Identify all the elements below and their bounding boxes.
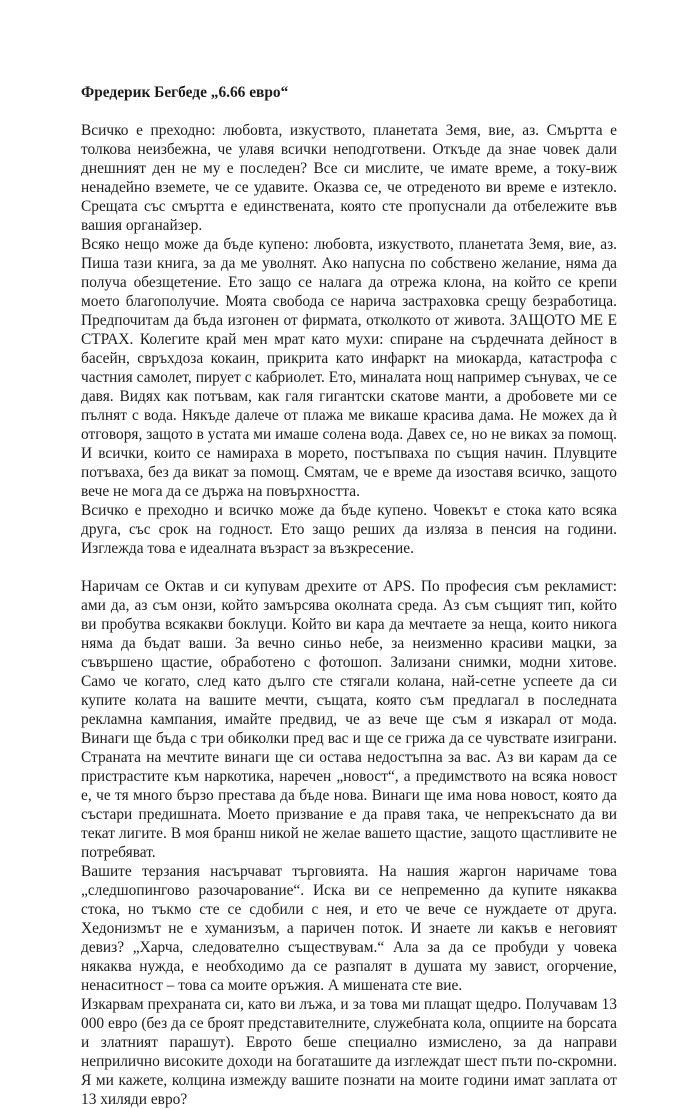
paragraph-2: Всяко нещо може да бъде купено: любовта, изкуството, планетата Земя, вие, аз. Пиша тази книга, за да ме уволнят. Ако напусна по собствено желание, няма да получа обезщетение. Ето защо се налага да отрежа клона, на който се крепи моето благополучие. Моята свобода се нарича застраховка срещу безработица. Предпочитам да бъда изгонен от фирмата, отколкото от живота. ЗАЩОТО МЕ Е СТРАХ. Колегите край мен мрат като мухи: спиране на сърдечната дейност в басейн, свръхдоза кокаин, прикрита като инфаркт на миокарда, катастрофа с частния самолет, пирует с кабриолет. Ето, миналата нощ например сънувах, че се давя. Видях как потъвам, как галя гигантски скатове манти, а дробовете ми се пълнят с вода. Някъде далече от плажа ме викаше красива дама. Не можех да ѝ отговоря, защото в устата ми имаше солена вода. Давех се, но не виках за помощ. И всички, които се намираха в морето, постъпваха по същия начин. Плувците потъваха, без да викат за помощ. Смятам, че е време да изоставя всичко, защото вече не мога да се държа на повърхността. xyxy=(81,236,617,500)
paragraph-5: Вашите терзания насърчават търговията. На нашия жаргон наричаме това „следшопингово разочарование“. Искa ви се непременно да купите някаква стока, но тъкмо сте се сдобили с нея, и ето че вече се нуждаете от друга. Хедонизмът не е хуманизъм, а паричен поток. И знаете ли какъв е неговият девиз? „Харча, следователно съществувам.“ Ала за да се пробуди у човека някаква нужда, е необходимо да се разпалят в душата му завист, огорчение, ненаситност – това са моите оръжия. А мишената сте вие. xyxy=(81,863,617,994)
document-body xyxy=(81,83,617,1109)
paragraph-4: Наричам се Октав и си купувам дрехите от APS. По професия съм рекламист: ами да, аз съм онзи, който замърсява околната среда. Аз съм същият тип, който ви пробутва всякакви боклуци. Който ви кара да мечтаете за неща, които никога няма да бъдат ваши. За вечно синьо небе, за неизменно красиви мацки, за съвършено щастие, обработено с фотошоп. Зализани снимки, модни хитове. Само че когато, след като дълго сте стягали колана, най-сетне успеете да си купите колата на вашите мечти, същата, която съм предлагал в последната рекламна кампания, имайте предвид, че аз вече ще съм я изкарал от мода. Винаги ще бъда с три обиколки пред вас и ще се грижа да се чувствате изиграни. Страната на мечтите винаги ще си остава недостъпна за вас. Аз ви карам да се пристрастите към наркотика, наречен „новост“, а предимството на всяка новост е, че тя много бързо престава да бъде нова. Винаги ще има нова новост, която да състари предишната. Моето призвание е да правя така, че непрекъснато да ви текат лигите. В моя бранш никой не желае вашето щастие, защото щастливите не потребяват. xyxy=(81,578,617,861)
spacer xyxy=(81,558,617,577)
spacer xyxy=(81,102,617,121)
document-title: Фредерик Бегбеде „6.66 евро“ xyxy=(81,84,289,101)
paragraph-3: Всичко е преходно и всичко може да бъде купено. Човекът е стока като всяка друга, със срок на годност. Ето защо реших да изляза в пенсия на години. Изглежда това е идеалната възраст за възкресение. xyxy=(81,502,617,557)
paragraph-1: Всичко е преходно: любовта, изкуството, планетата Земя, вие, аз. Смъртта е толкова неизбежна, че улавя всички неподготвени. Откъде да знае човек дали днешният ден не му е последен? Все си мислите, че имате време, а току-виж ненадейно вземете, че се удавите. Оказва се, че отреденото ви време е изтекло. Срещата със смъртта е единствената, която сте пропуснали да отбележите във вашия органайзер. xyxy=(81,122,617,234)
paragraph-6: Изкарвам прехраната си, като ви лъжа, и за това ми плащат щедро. Получавам 13 000 евро (без да се броят представителните, служебната кола, опциите на борсата и златният парашут). Еврото беше специално измислено, за да направи неприлично високите доходи на богаташите да изглеждат шест пъти по-скромни. Я ми кажете, колцина измежду вашите познати на моите години имат заплата от 13 хиляди евро? xyxy=(81,996,617,1108)
